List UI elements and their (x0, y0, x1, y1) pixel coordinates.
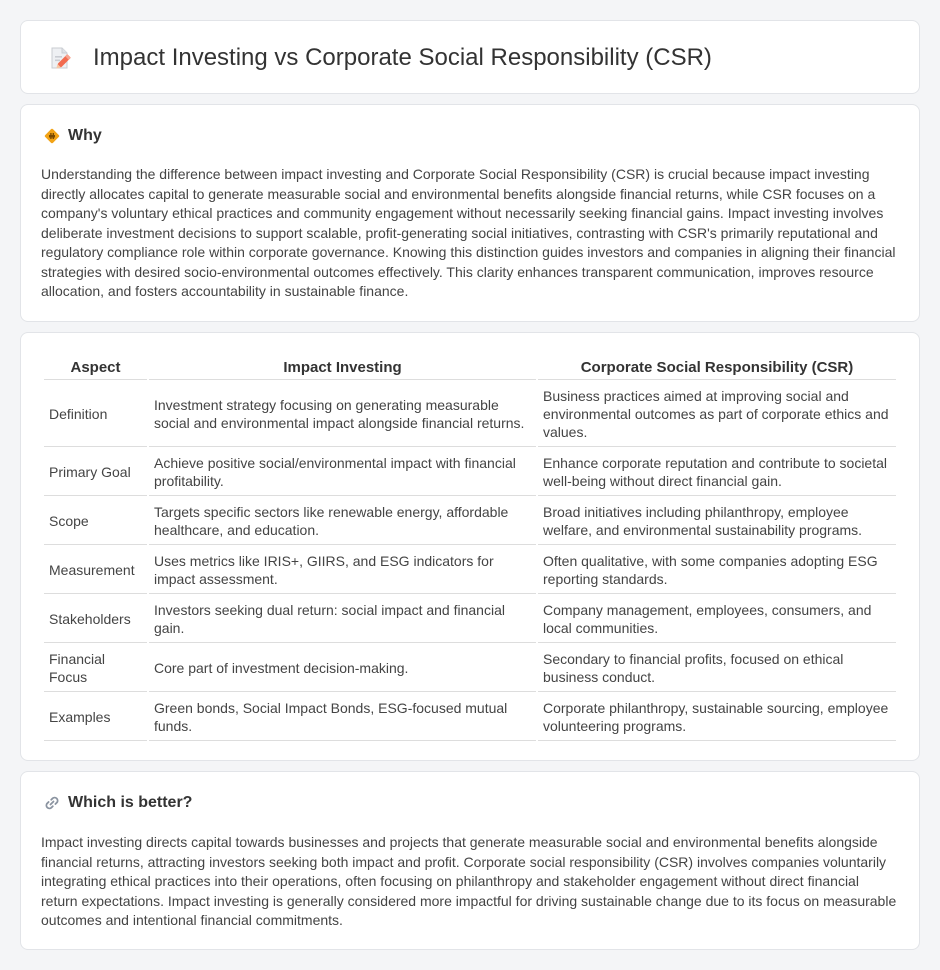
table-row (44, 694, 896, 741)
why-heading: Why (68, 127, 102, 144)
table-row (44, 596, 896, 643)
better-body: Impact investing directs capital towards businesses and projects that generate measurable social and environmental benefits alongside financial returns, attracting investors seeking both impact and profit. Corporate social responsibility (CSR) involves companies voluntarily integrating ethical practices into their operations, often focusing on philanthropy and stakeholder engagement without direct financial return expectations. Impact investing is generally considered more impactful for driving sustainable change due to its focus on measurable outcomes and intentional financial commitments. (41, 834, 897, 928)
title-row (47, 43, 712, 73)
page-title: Impact Investing vs Corporate Social Responsibility (CSR) (93, 44, 712, 71)
better-heading-row (43, 794, 192, 812)
pencil-document-icon (47, 45, 73, 71)
header-impact-investing: Impact Investing (149, 355, 536, 380)
impact-cell: Investment strategy focusing on generating measurable social and environmental impact alongside financial returns. (149, 382, 536, 447)
table-row (44, 645, 896, 692)
impact-cell: Uses metrics like IRIS+, GIIRS, and ESG indicators for impact assessment. (149, 547, 536, 594)
aspect-cell: Scope (44, 498, 147, 545)
why-section (20, 104, 920, 322)
why-heading-row (43, 127, 102, 145)
csr-cell: Corporate philanthropy, sustainable sourcing, employee volunteering programs. (538, 694, 896, 741)
impact-cell: Core part of investment decision-making. (149, 645, 536, 692)
aspect-cell: Definition (44, 382, 147, 447)
csr-cell: Company management, employees, consumers, and local communities. (538, 596, 896, 643)
table-row (44, 449, 896, 496)
title-card (20, 20, 920, 94)
comparison-table (42, 353, 898, 743)
table-header-row (44, 355, 896, 380)
link-icon (43, 794, 61, 812)
aspect-cell: Primary Goal (44, 449, 147, 496)
comparison-section (20, 332, 920, 761)
impact-cell: Green bonds, Social Impact Bonds, ESG-focused mutual funds. (149, 694, 536, 741)
csr-cell: Broad initiatives including philanthropy, employee welfare, and environmental sustainability programs. (538, 498, 896, 545)
aspect-cell: Stakeholders (44, 596, 147, 643)
csr-cell: Secondary to financial profits, focused on ethical business conduct. (538, 645, 896, 692)
csr-cell: Enhance corporate reputation and contribute to societal well-being without direct financial gain. (538, 449, 896, 496)
csr-cell: Often qualitative, with some companies adopting ESG reporting standards. (538, 547, 896, 594)
table-row (44, 382, 896, 447)
table-row (44, 547, 896, 594)
table-row (44, 498, 896, 545)
diamond-sign-icon (43, 127, 61, 145)
header-aspect: Aspect (44, 355, 147, 380)
aspect-cell: Examples (44, 694, 147, 741)
impact-cell: Investors seeking dual return: social impact and financial gain. (149, 596, 536, 643)
impact-cell: Achieve positive social/environmental impact with financial profitability. (149, 449, 536, 496)
better-heading: Which is better? (68, 794, 193, 811)
impact-cell: Targets specific sectors like renewable energy, affordable healthcare, and education. (149, 498, 536, 545)
aspect-cell: Financial Focus (44, 645, 147, 692)
which-is-better-section (20, 771, 920, 950)
csr-cell: Business practices aimed at improving social and environmental outcomes as part of corporate ethics and values. (538, 382, 896, 447)
aspect-cell: Measurement (44, 547, 147, 594)
header-csr: Corporate Social Responsibility (CSR) (538, 355, 896, 380)
why-body: Understanding the difference between impact investing and Corporate Social Responsibility (CSR) is crucial because impact investing directly allocates capital to generate measurable social and environmental benefits alongside financial returns, while CSR focuses on a company's voluntary ethical practices and community engagement without necessarily seeking financial gains. Impact investing involves deliberate investment decisions to support scalable, profit-generating social initiatives, contrasting with CSR's primarily reputational and regulatory compliance role within corporate governance. Knowing this distinction guides investors and companies in aligning their financial strategies with desired socio-environmental outcomes effectively. This clarity enhances transparent communication, improves resource allocation, and fosters accountability in sustainable finance. (41, 166, 896, 299)
